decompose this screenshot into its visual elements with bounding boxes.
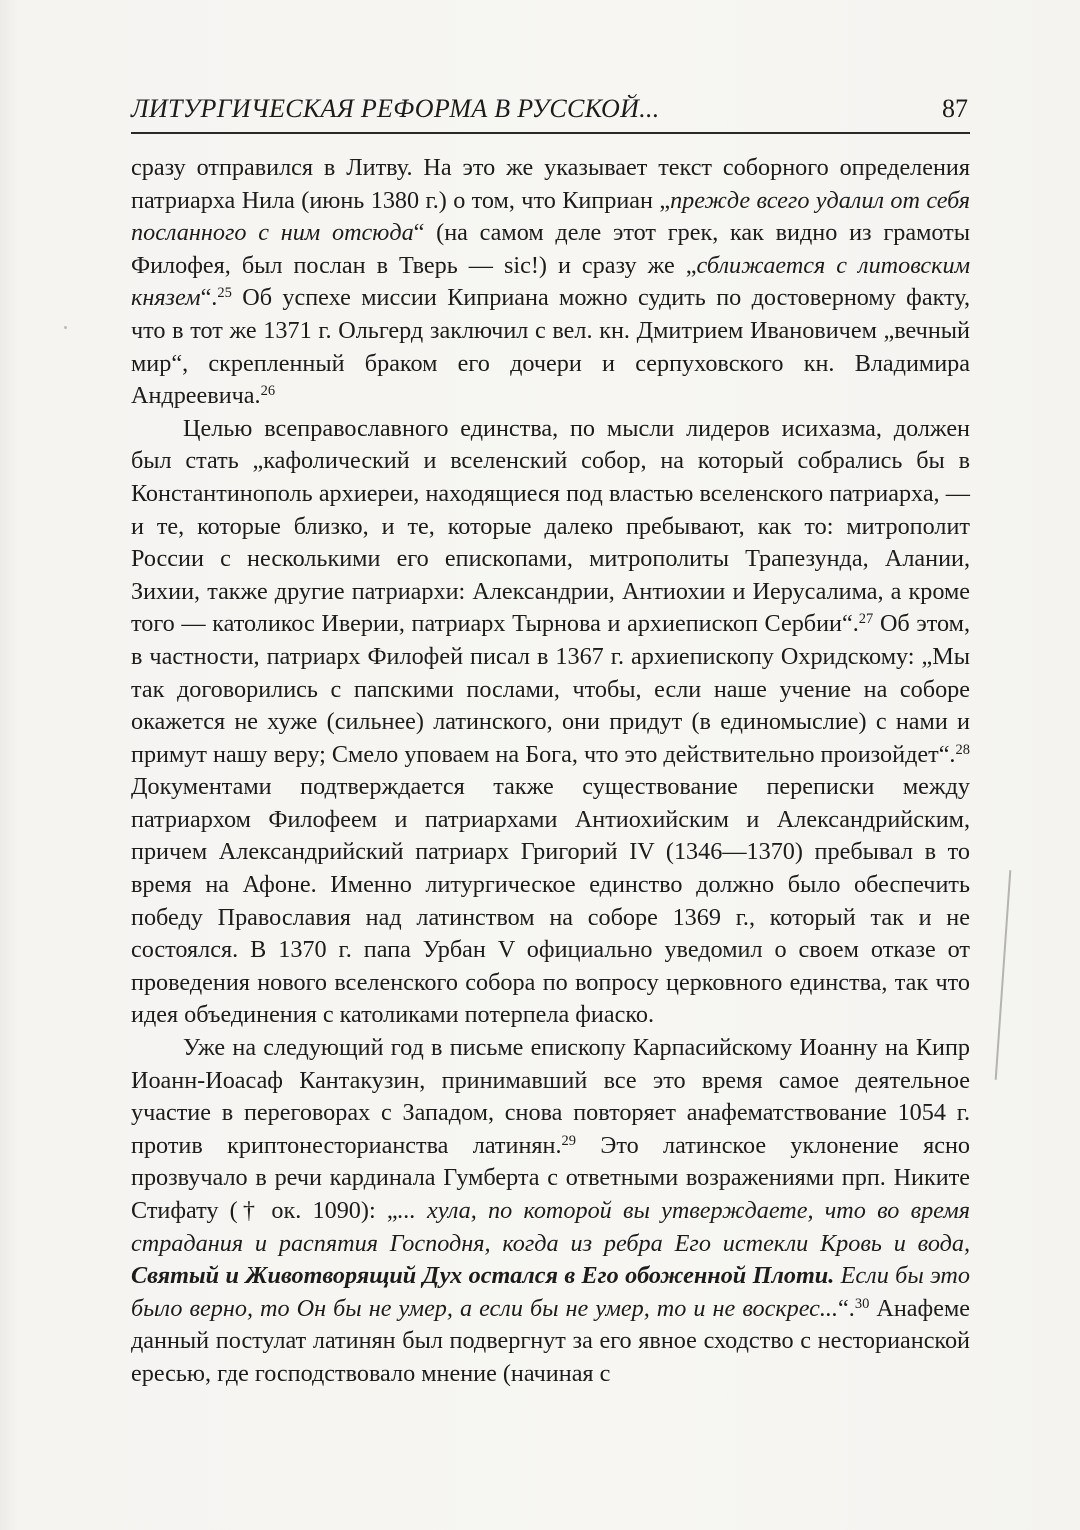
footnote-ref: 27 — [858, 611, 874, 628]
quote-italic: сближается с литовским князем — [131, 251, 970, 312]
running-title: ЛИТУРГИЧЕСКАЯ РЕФОРМА В РУССКОЙ... — [131, 94, 660, 123]
paragraph-2 — [131, 413, 970, 1032]
footnote-ref: 30 — [854, 1295, 870, 1312]
text-run: Уже на следующий год в письме епископу Карпасийскому Иоанну на Кипр Иоанн-Иоасаф Кантакузин, принимавший все это время самое деятельное участие в переговорах с Западом, снова повторяет анафематствование 1054 г. против криптонесторианства латинян. — [131, 1034, 970, 1159]
footnote-ref: 25 — [217, 285, 232, 302]
footnote-ref: 29 — [561, 1132, 577, 1149]
text-run: Анафеме данный постулат латинян был подвергнут за его явное сходство с несторианской ересью, где господствовало мнение (начиная с — [131, 1294, 970, 1387]
quote-italic: ... хула, по которой вы утверждаете, что во время страдания и распятия Господня, когда из ребра Его истекли Кровь и вода, — [131, 1197, 970, 1257]
body-text — [131, 152, 970, 1391]
footnote-ref: 28 — [955, 741, 970, 758]
scan-speck — [64, 326, 67, 329]
quote-bold-italic: Святый и Животворящий Дух остался в Его обоженной Плоти. — [131, 1262, 835, 1290]
text-run: Это латинское уклонение ясно прозвучало в речи кардинала Гумберта с ответными возражениями прп. Никите Стифату († ок. 1090): „ — [131, 1131, 970, 1224]
paragraph-3 — [131, 1032, 970, 1391]
text-run: “. — [838, 1294, 855, 1322]
text-run: сразу отправился в Литву. На это же указывает текст соборного определения патриарха Нила (июнь 1380 г.) о том, что Киприан „ — [131, 154, 970, 214]
running-header — [131, 88, 970, 134]
margin-pencil-mark — [995, 870, 1012, 1080]
quote-italic: прежде всего удалил от себя посланного с ним отсюда — [131, 186, 970, 247]
text-run: Об этом, в частности, патриарх Филофей писал в 1367 г. архиепископу Охридскому: „Мы так договорились с папскими послами, чтобы, если наше учение на соборе окажется не хуже (сильнее) латинского, они придут (в единомыслие) с нами и примут нашу веру; Смело уповаем на Бога, что это действительно произойдет“. — [131, 610, 970, 768]
footnote-ref: 26 — [260, 383, 276, 400]
text-run: Документами подтверждается также существование переписки между патриархом Филофеем и патриархами Антиохийским и Александрийским, причем Александрийский патриарх Григорий IV (1346—1370) пребывал в то время на Афоне. Именно литургическое единство должно было обеспечить победу Православия над латинством на соборе 1369 г., который так и не состоялся. В 1370 г. папа Урбан V официально уведомил о своем отказе от проведения нового вселенского собора по вопросу церковного единства, так что идея объединения с католиками потерпела фиаско. — [131, 773, 970, 1029]
text-run: Целью всеправославного единства, по мысли лидеров исихазма, должен был стать „кафолический и вселенский собор, на который собрались бы в Константинополь архиереи, находящиеся под властью вселенского патриарха, — и те, которые близко, и те, которые далеко пребывают, как то: митрополит России с несколькими его епископами, митрополиты Трапезунда, Алании, Зихии, также другие патриархи: Александрии, Антиохии и Иерусалима, а кроме того — католикос Иверии, патриарх Тырнова и архиепископ Сербии“. — [131, 414, 970, 638]
text-run: “ (на самом деле этот грек, как видно из грамоты Филофея, был послан в Тверь — sic!) и сразу же „ — [131, 219, 970, 279]
quote-italic: Если бы это было верно, то Он бы не умер, а если бы не умер, то и не воскрес... — [131, 1262, 970, 1322]
text-run: Об успехе миссии Киприана можно судить по достоверному факту, что в тот же 1371 г. Ольгерд заключил с вел. кн. Дмитрием Ивановичем „вечный мир“, скрепленный браком его дочери и серпуховского кн. Владимира Андреевича. — [131, 284, 970, 410]
text-run: “. — [200, 284, 218, 312]
paragraph-1 — [131, 152, 970, 413]
page-number: 87 — [942, 94, 968, 123]
